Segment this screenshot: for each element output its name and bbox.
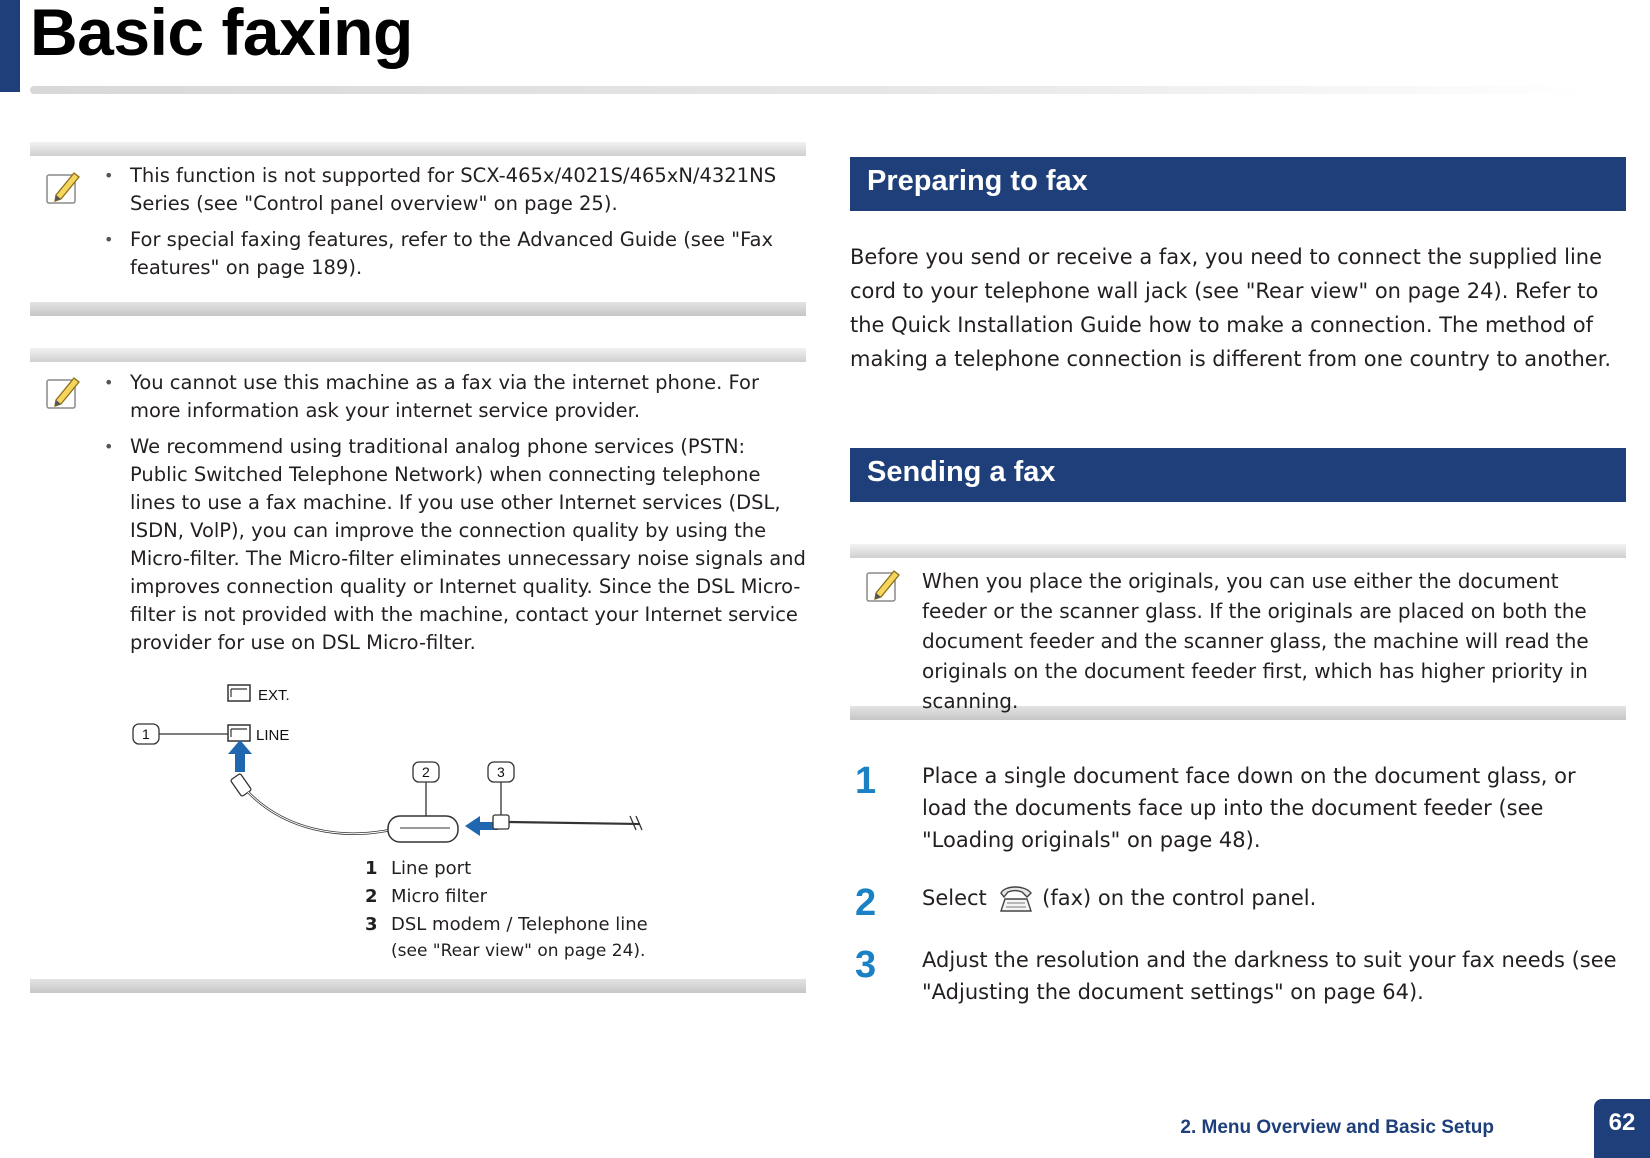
note-top-bar	[30, 348, 806, 362]
note-bottom-bar	[30, 302, 806, 316]
figure-legend	[365, 855, 648, 963]
ext-port-icon	[228, 685, 250, 701]
note-2-list	[104, 369, 809, 665]
line-connection-diagram	[120, 680, 660, 855]
note-2-item-1: • You cannot use this machine as a fax via the internet phone. For more information ask your internet service provider.	[104, 369, 809, 425]
page-title: Basic faxing	[30, 0, 413, 69]
section-title: Sending a fax	[867, 456, 1056, 488]
legend-row	[365, 883, 648, 911]
page-number-badge	[1594, 1099, 1650, 1158]
step-text	[922, 882, 1627, 915]
section-body: Before you send or receive a fax, you need to connect the supplied line cord to your telephone wall jack (see "Rear view" on page 24). Refer to the Quick Installation Guide how to make a connection. The method of making a telephone connection is different from one country to another.	[850, 245, 1612, 371]
legend-num: 1	[365, 858, 378, 879]
section-heading-sending	[850, 448, 1626, 502]
step-text: Place a single document face down on the document glass, or load the documents face up into the document feeder (see "Loading originals" on page 48).	[922, 764, 1576, 852]
step-text: Adjust the resolution and the darkness to suit your fax needs (see "Adjusting the document settings" on page 64).	[922, 948, 1617, 1004]
line-port-icon	[228, 725, 250, 741]
step-number: 1	[855, 760, 877, 802]
title-divider	[30, 86, 1590, 94]
note-top-bar	[850, 544, 1626, 558]
title-accent-bar	[0, 0, 20, 92]
step-text-post: (fax) on the control panel.	[1042, 886, 1317, 910]
ext-port-label: EXT.	[258, 687, 290, 704]
section-heading-preparing	[850, 157, 1626, 211]
legend-text: Line port	[391, 858, 472, 879]
legend-text: DSL modem / Telephone line	[391, 914, 648, 935]
legend-num: 3	[365, 914, 378, 935]
legend-row	[365, 855, 648, 883]
step-text-pre: Select	[922, 886, 987, 910]
note-1-item-2: • For special faxing features, refer to the Advanced Guide (see "Fax features" on page 189).	[104, 226, 809, 282]
legend-text: Micro filter	[391, 886, 488, 907]
pencil-note-icon	[864, 565, 904, 605]
step-number: 2	[855, 882, 877, 924]
step-number: 3	[855, 944, 877, 986]
footer-chapter: 2. Menu Overview and Basic Setup	[1180, 1117, 1494, 1138]
line-port-label: LINE	[256, 727, 290, 744]
legend-row	[365, 911, 648, 939]
note-3-text: When you place the originals, you can use either the document feeder or the scanner glass. If the originals are placed on both the document feeder and the scanner glass, the machine will read the originals on the document feeder first, which has higher priority in scanning.	[922, 569, 1589, 713]
pencil-note-icon	[44, 372, 84, 412]
legend-text: (see "Rear view" on page 24).	[391, 941, 646, 961]
note-1-item-1: • This function is not supported for SCX-465x/4021S/465xN/4321NS Series (see "Control panel overview" on page 25).	[104, 162, 809, 218]
note-1-list	[104, 162, 809, 290]
note-bottom-bar	[30, 979, 806, 993]
legend-num: 2	[365, 886, 378, 907]
section-title: Preparing to fax	[867, 165, 1088, 197]
pencil-note-icon	[44, 167, 84, 207]
note-2-item-2: • We recommend using traditional analog phone services (PSTN: Public Switched Telephone Network) when connecting telephone lines to use a fax machine. If you use other Internet services (DSL, ISDN, VolP), you can improve the connection quality by using the Micro-filter. The Micro-filter eliminates unnecessary noise signals and improves connection quality or Internet quality. Since the DSL Micro-filter is not provided with the machine, contact your Internet service provider for use on DSL Micro-filter.	[104, 433, 809, 657]
page-number: 62	[1608, 1109, 1636, 1136]
legend-row	[365, 939, 648, 963]
arrow-icon	[228, 740, 252, 772]
note-top-bar	[30, 142, 806, 156]
callout-1: 1	[142, 726, 150, 742]
callout-2: 2	[422, 764, 430, 780]
callout-3: 3	[497, 764, 505, 780]
fax-handset-icon	[995, 883, 1037, 915]
